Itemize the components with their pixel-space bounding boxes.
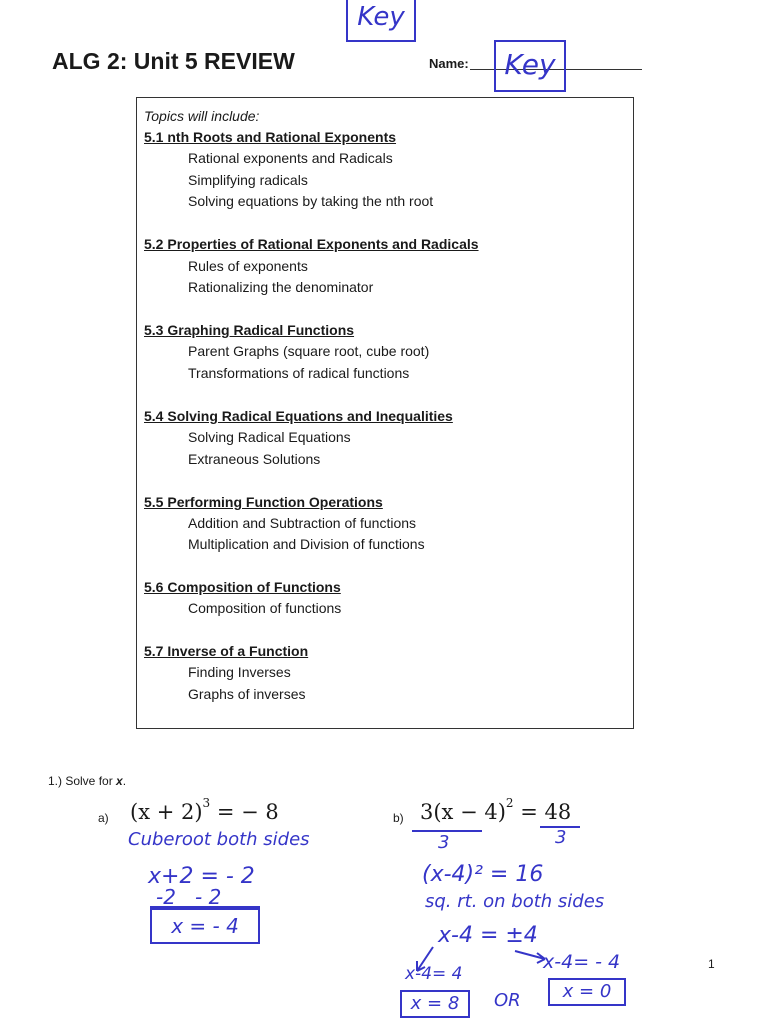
name-label: Name:	[429, 56, 469, 71]
section-title-5-5: 5.5 Performing Function Operations	[144, 494, 383, 510]
part-b-answer-2: x = 0	[548, 978, 626, 1006]
section-item: Transformations of radical functions	[188, 365, 410, 381]
problem-heading: 1.) Solve for x.	[48, 774, 127, 788]
part-b-work-step: x-4 = ±4	[438, 923, 538, 948]
section-title-5-7: 5.7 Inverse of a Function	[144, 643, 309, 659]
section-item: Solving Radical Equations	[188, 429, 351, 445]
section-title-5-4: 5.4 Solving Radical Equations and Inequalities	[144, 408, 453, 424]
section-item: Rational exponents and Radicals	[188, 150, 393, 166]
part-a-label: a)	[98, 811, 109, 825]
section-item: Finding Inverses	[188, 664, 291, 680]
part-a-equation: $(x + 2)^3$ = − 8	[130, 796, 279, 824]
section-item: Multiplication and Division of functions	[188, 536, 425, 552]
section-title-5-1: 5.1 nth Roots and Rational Exponents	[144, 129, 397, 145]
section-item: Solving equations by taking the nth root	[188, 193, 434, 209]
part-a-work-step: -2 - 2	[156, 885, 222, 909]
key-annotation-top: Key	[346, 0, 416, 42]
part-b-work-step: (x-4)² = 16	[422, 862, 544, 887]
section-title-5-6: 5.6 Composition of Functions	[144, 579, 341, 595]
part-b-or: OR	[494, 990, 521, 1011]
page-number: 1	[708, 957, 715, 971]
section-item: Rationalizing the denominator	[188, 279, 374, 295]
section-item: Composition of functions	[188, 600, 342, 616]
part-a-work-step: x+2 = - 2	[148, 864, 255, 889]
part-b-work-step: x-4= - 4	[543, 951, 621, 973]
part-a-answer: x = - 4	[150, 908, 260, 944]
topics-intro: Topics will include:	[144, 108, 260, 124]
part-b-work-step: sq. rt. on both sides	[425, 891, 605, 912]
part-b-divisor-left: 3	[438, 832, 450, 853]
page-title: ALG 2: Unit 5 REVIEW	[52, 48, 295, 74]
arrow-right-icon	[515, 951, 545, 963]
part-b-divisor-right: 3	[555, 827, 567, 848]
part-b-work-step: x-4= 4	[405, 964, 463, 984]
section-item: Rules of exponents	[188, 258, 308, 274]
section-item: Addition and Subtraction of functions	[188, 515, 417, 531]
section-item: Parent Graphs (square root, cube root)	[188, 343, 430, 359]
section-title-5-2: 5.2 Properties of Rational Exponents and Radicals	[144, 236, 479, 252]
part-a-work-step: Cuberoot both sides	[128, 829, 310, 850]
section-item: Extraneous Solutions	[188, 451, 321, 467]
name-value: Key	[494, 40, 566, 92]
section-title-5-3: 5.3 Graphing Radical Functions	[144, 322, 355, 338]
section-item: Simplifying radicals	[188, 172, 308, 188]
part-b-label: b)	[393, 811, 404, 825]
part-b-equation: $3(x - 4)^2 = 48$	[420, 796, 572, 824]
part-b-answer-1: x = 8	[400, 990, 470, 1018]
section-item: Graphs of inverses	[188, 686, 306, 702]
